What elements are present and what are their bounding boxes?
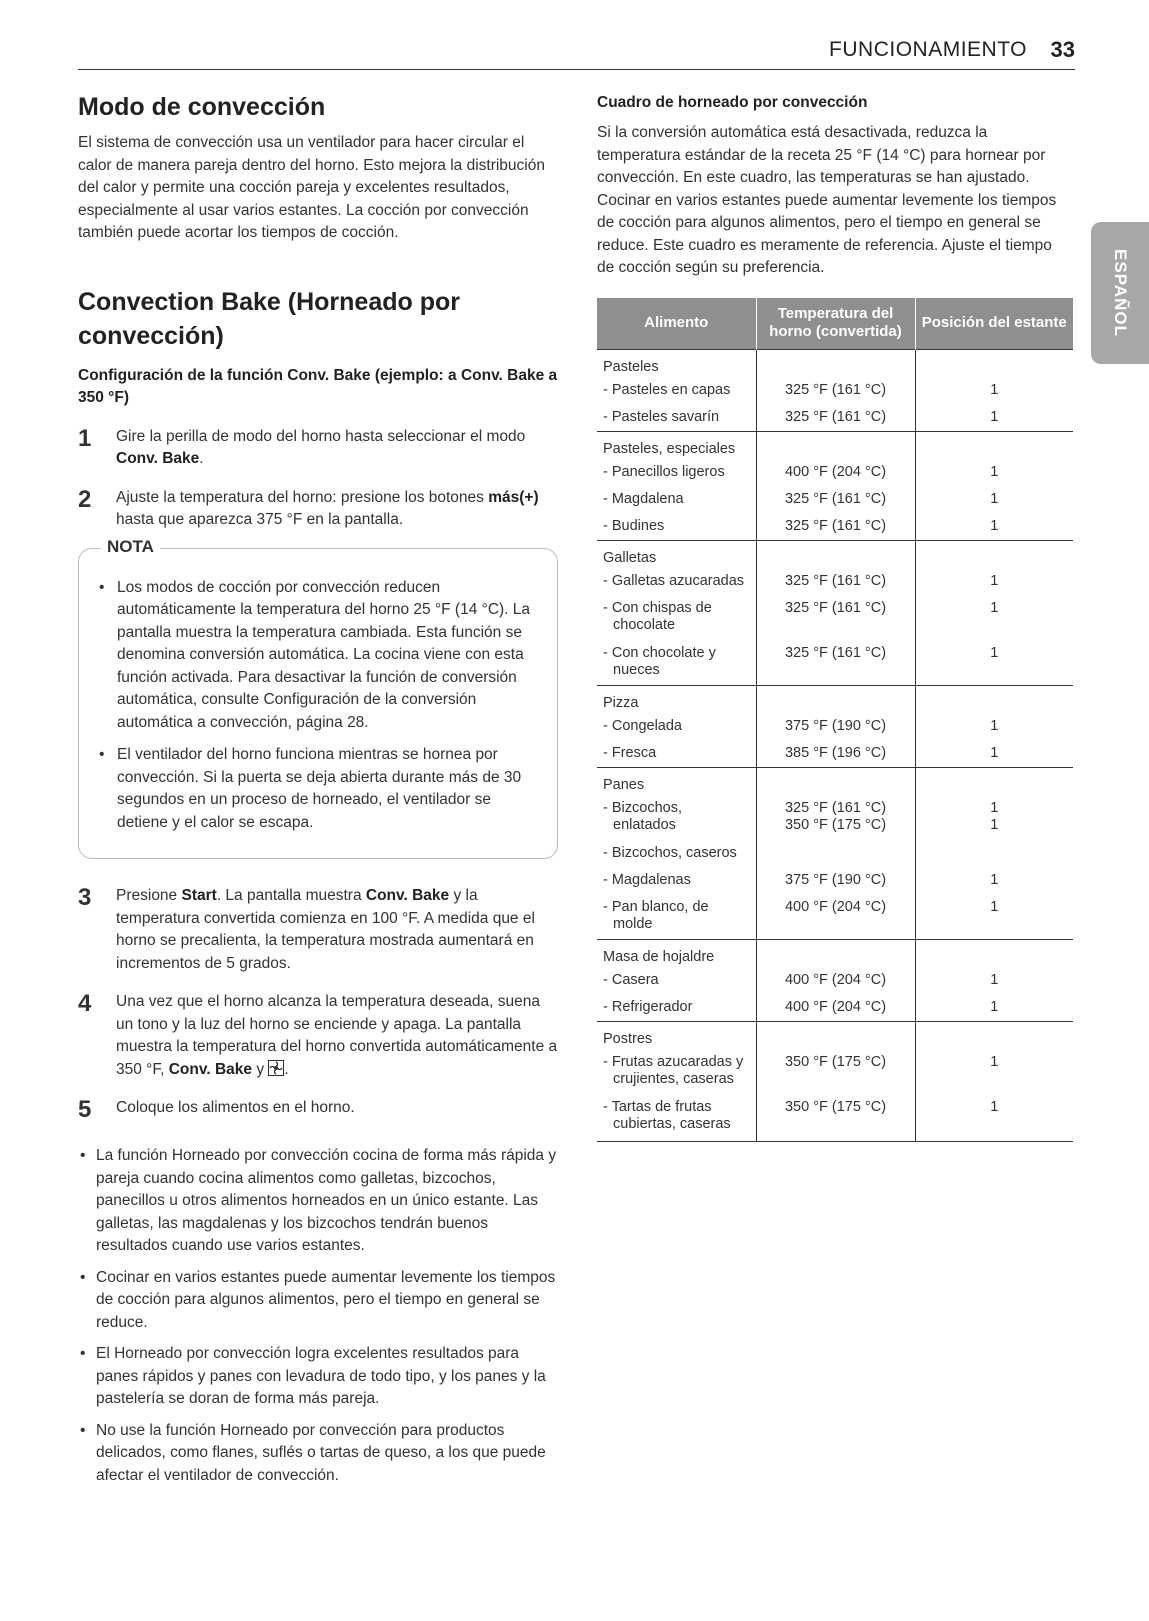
rack-cell: 1 [990,898,999,915]
group-name: Galletas [597,541,756,569]
bake-chart-intro: Si la conversión automática está desactivada, reduzca la temperatura estándar de la receta 25 °F (14 °C) para hornear por convección. En este cuadro, las temperaturas se han ajustado. Cocinar en varios estantes puede aumentar levemente los tiempos de cocción para algunos alimentos, pero el tiempo en general se reduce. Este cuadro es meramente de referencia. Ajuste el tiempo de cocción según su preferencia. [597,124,1057,276]
column-header-temperature: Temperatura del horno (convertida) [756,298,915,350]
food-cell: - Frutas azucaradas y crujientes, caseras [597,1050,756,1095]
step-number: 4 [78,990,92,1017]
rack-cell: 1 [990,1053,999,1070]
food-cell: - Refrigerador [597,995,756,1022]
step-text: Una vez que el horno alcanza la temperatura deseada, suena un tono y la luz del horno se enciende y apaga. La pantalla muestra la temperatura del horno convertida automáticamente a 350 °F, Conv. Bake y . [116,993,558,1078]
temperature-cell: 325 °F (161 °C) [756,569,915,596]
step-text: Gire la perilla de modo del horno hasta seleccionar el modo Conv. Bake. [116,427,526,467]
temperature-cell: 325 °F (161 °C) [756,641,915,686]
table-row [597,796,1073,841]
note-title: NOTA [101,537,160,557]
language-tab [1091,222,1149,364]
empty-cell [915,1022,1073,1050]
temperature-cell [756,841,915,868]
table-group-row [597,768,1073,796]
group-name: Pasteles [597,350,756,378]
section-title-convection-mode: Modo de convección [78,93,326,121]
rack-cell: 1 [990,381,999,398]
rack-cell: 1 [990,717,999,734]
convection-fan-icon [268,1060,284,1076]
table-row [597,405,1073,432]
table-row [597,378,1073,405]
table-row [597,841,1073,868]
group-name: Masa de hojaldre [597,940,756,968]
temperature-cell: 325 °F (161 °C) [756,378,915,405]
rack-cell: 1 1 [990,799,999,833]
rack-cell: 1 [990,599,999,616]
temperature-cell: 385 °F (196 °C) [756,741,915,768]
temperature-cell: 325 °F (161 °C) 350 °F (175 °C) [756,796,915,841]
note-list [97,577,539,835]
step-3 [78,885,558,975]
table-row [597,895,1073,940]
table-row [597,714,1073,741]
table-group-row [597,686,1073,714]
page-number: 33 [1050,37,1075,62]
rack-cell: 1 [990,572,999,589]
food-cell: - Budines [597,514,756,541]
convection-bake-table [597,298,1073,1142]
header-section-title: FUNCIONAMIENTO [829,38,1027,61]
table-row [597,1050,1073,1095]
column-header-food: Alimento [597,298,756,350]
step-2 [78,487,558,532]
empty-cell [756,432,915,460]
step-text: Coloque los alimentos en el horno. [116,1099,355,1116]
empty-cell [756,1022,915,1050]
table-row [597,995,1073,1022]
step-4 [78,991,558,1081]
food-cell: - Tartas de frutas cubiertas, caseras [597,1095,756,1142]
food-cell: - Panecillos ligeros [597,460,756,487]
left-column [78,90,558,1496]
temperature-cell: 375 °F (190 °C) [756,714,915,741]
convection-mode-body: El sistema de convección usa un ventilador para hacer circular el calor de manera pareja dentro del horno. Esto mejora la distribución del calor y permite una cocción pareja y excelentes resultados, especialmente al usar varios estantes. La cocción por convección también puede acortar los tiempos de cocción. [78,134,545,241]
table-row [597,596,1073,641]
table-row [597,514,1073,541]
empty-cell [756,541,915,569]
food-cell: - Casera [597,968,756,995]
temperature-cell: 400 °F (204 °C) [756,895,915,940]
temperature-cell: 350 °F (175 °C) [756,1095,915,1142]
table-row [597,968,1073,995]
table-group-row [597,1022,1073,1050]
rack-cell: 1 [990,463,999,480]
food-cell: - Magdalena [597,487,756,514]
rack-cell [915,841,1073,868]
empty-cell [915,432,1073,460]
temperature-cell: 325 °F (161 °C) [756,514,915,541]
empty-cell [915,940,1073,968]
group-name: Pizza [597,686,756,714]
rack-cell: 1 [990,644,999,661]
convection-bake-tips [78,1145,558,1487]
rack-cell: 1 [990,998,999,1015]
table-row [597,641,1073,686]
food-cell: - Congelada [597,714,756,741]
convection-bake-setup-heading: Configuración de la función Conv. Bake (ejemplo: a Conv. Bake a 350 °F) [78,366,558,406]
food-cell: - Bizcochos, caseros [597,841,756,868]
tip-item: • Cocinar en varios estantes puede aumentar levemente los tiempos de cocción para algunos alimentos, pero el tiempo en general se reduce. [78,1267,558,1335]
group-name: Pasteles, especiales [597,432,756,460]
table-group-row [597,350,1073,378]
table-row [597,1095,1073,1142]
rack-cell: 1 [990,744,999,761]
note-box [78,536,558,860]
empty-cell [756,686,915,714]
tip-item: • La función Horneado por convección cocina de forma más rápida y pareja cuando cocina alimentos como galletas, bizcochos, panecillos u otros alimentos horneados en un único estante. Las galletas, las magdalenas y los bizcochos tendrán buenos resultados cuando use varios estantes. [78,1145,558,1258]
food-cell: - Magdalenas [597,868,756,895]
food-cell: - Pasteles savarín [597,405,756,432]
rack-cell: 1 [990,517,999,534]
rack-cell: 1 [990,408,999,425]
step-text: Ajuste la temperatura del horno: presione los botones más(+) hasta que aparezca 375 °F en la pantalla. [116,488,539,528]
food-cell: - Pan blanco, de molde [597,895,756,940]
empty-cell [915,768,1073,796]
temperature-cell: 350 °F (175 °C) [756,1050,915,1095]
temperature-cell: 325 °F (161 °C) [756,487,915,514]
step-number: 3 [78,884,92,911]
food-cell: - Con chispas de chocolate [597,596,756,641]
tip-item: • No use la función Horneado por convección para productos delicados, como flanes, suflés o tartas de queso, a los que puede afectar el ventilador de convección. [78,1420,558,1488]
step-1 [78,426,558,471]
step-number: 5 [78,1096,92,1123]
food-cell: - Pasteles en capas [597,378,756,405]
temperature-cell: 325 °F (161 °C) [756,405,915,432]
right-column [597,94,1073,1142]
temperature-cell: 400 °F (204 °C) [756,968,915,995]
table-row [597,487,1073,514]
note-item: • Los modos de cocción por convección reducen automáticamente la temperatura del horno 25 °F (14 °C). La pantalla muestra la temperatura cambiada. Esta función se denomina conversión automática. La cocina viene con esta función activada. Para desactivar la función de conversión automática, consulte Configuración de la conversión automática a convección, página 28. [97,577,539,735]
column-header-rack: Posición del estante [915,298,1073,350]
empty-cell [915,686,1073,714]
food-cell: - Bizcochos, enlatados [597,796,756,841]
rack-cell: 1 [990,490,999,507]
food-cell: - Galletas azucaradas [597,569,756,596]
food-cell: - Fresca [597,741,756,768]
empty-cell [915,350,1073,378]
table-group-row [597,541,1073,569]
tip-item: • El Horneado por convección logra excelentes resultados para panes rápidos y panes con levadura de todo tipo, y los panes y la pastelería se doran de forma más pareja. [78,1343,558,1411]
food-cell: - Con chocolate y nueces [597,641,756,686]
table-group-row [597,940,1073,968]
temperature-cell: 375 °F (190 °C) [756,868,915,895]
table-row [597,741,1073,768]
page-header [78,32,1075,70]
step-5 [78,1097,558,1123]
rack-cell: 1 [990,971,999,988]
step-number: 1 [78,424,92,452]
section-title-convection-bake: Convection Bake (Horneado por convección) [78,287,460,350]
table-header-row [597,298,1073,350]
table-row [597,569,1073,596]
step-text: Presione Start. La pantalla muestra Conv. Bake y la temperatura convertida comienza en 100 °F. A medida que el horno se precalienta, la temperatura mostrada aumentará en incrementos de 5 grados. [116,887,535,972]
table-row [597,460,1073,487]
temperature-cell: 400 °F (204 °C) [756,995,915,1022]
note-item: • El ventilador del horno funciona mientras se hornea por convección. Si la puerta se deja abierta durante más de 30 segundos en un proceso de horneado, el ventilador se detiene y el calor se escapa. [97,744,539,834]
empty-cell [756,768,915,796]
temperature-cell: 400 °F (204 °C) [756,460,915,487]
step-number: 2 [78,485,92,513]
rack-cell: 1 [915,1095,1073,1142]
group-name: Postres [597,1022,756,1050]
group-name: Panes [597,768,756,796]
table-row [597,868,1073,895]
language-tab-label: ESPAÑOL [1111,249,1130,337]
temperature-cell: 325 °F (161 °C) [756,596,915,641]
empty-cell [756,940,915,968]
table-group-row [597,432,1073,460]
bake-chart-title: Cuadro de horneado por convección [597,94,868,111]
rack-cell: 1 [990,871,999,888]
empty-cell [915,541,1073,569]
empty-cell [756,350,915,378]
